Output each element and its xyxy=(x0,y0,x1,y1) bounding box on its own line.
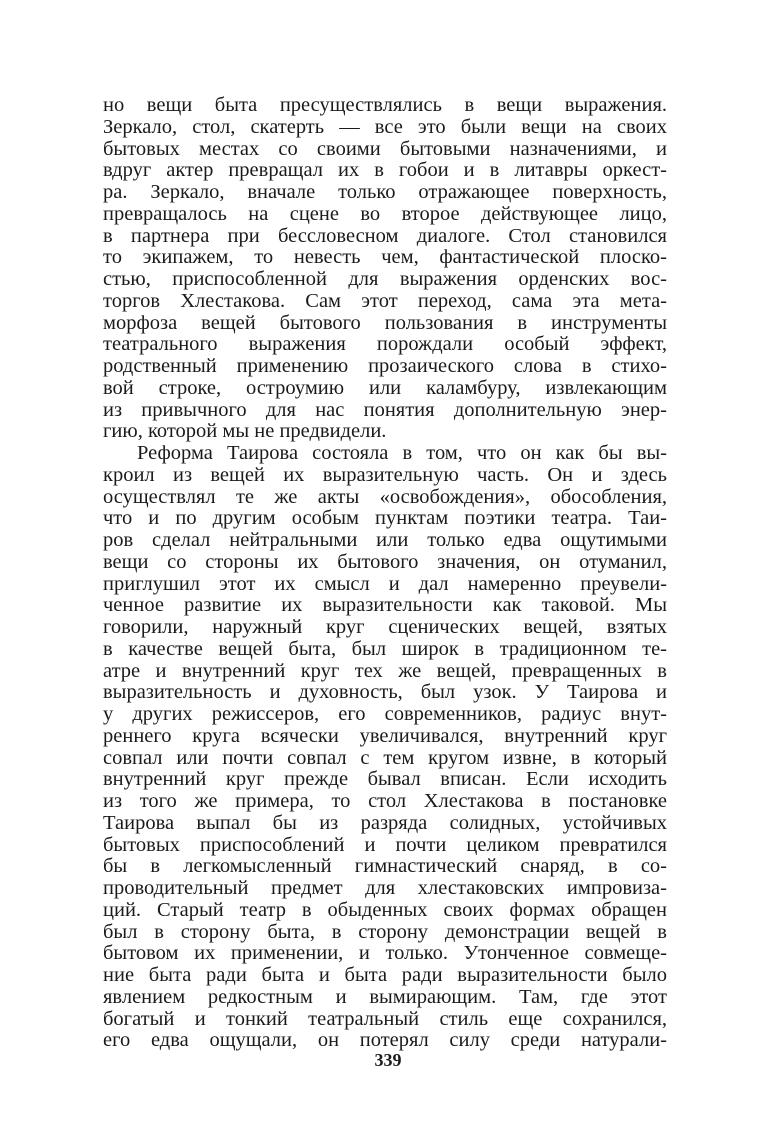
text-line: торгов Хлестакова. Сам этот переход, сама эта мета- xyxy=(103,290,667,312)
text-line: у других режиссеров, его современников, радиус внут- xyxy=(103,704,667,725)
text-line: кроил из вещей их выразительную часть. Он и здесь xyxy=(103,464,667,486)
text-line: ченное развитие их выразительности как таковой. Мы xyxy=(103,595,667,617)
text-line: морфоза вещей бытового пользования в инструменты xyxy=(103,312,667,334)
text-line: из привычного для нас понятия дополнительную энер- xyxy=(103,399,667,421)
text-line: бытовом их применении, и только. Утонченное совмеще- xyxy=(103,943,667,965)
text-line: гию, которой мы не предвидели. xyxy=(103,421,387,443)
text-line: превращалось на сцене во второе действующее лицо, xyxy=(103,203,667,225)
text-line: ций. Старый театр в обыденных своих формах обращен xyxy=(103,899,667,921)
text-line: Таирова выпал бы из разряда солидных, устойчивых xyxy=(103,812,667,834)
text-line: в качестве вещей быта, был широк в традиционном те- xyxy=(103,638,667,660)
text-line: ние быта ради быта и быта ради выразительности было xyxy=(103,965,667,986)
text-line: театрального выражения порождали особый эффект, xyxy=(103,334,667,356)
text-line: вдруг актер превращал их в гобои и в литавры оркест- xyxy=(103,160,667,182)
text-line: что и по другим особым пунктам поэтики театра. Таи- xyxy=(103,508,667,530)
text-line: ра. Зеркало, вначале только отражающее поверхность, xyxy=(103,182,667,203)
text-line: его едва ощущали, он потерял силу среди натурали- xyxy=(103,1030,667,1052)
text-line: атре и внутренний круг тех же вещей, превращенных в xyxy=(103,660,667,682)
text-line: выразительность и духовность, был узок. У Таирова и xyxy=(103,682,667,704)
text-line: бытовых приспособлений и почти целиком превратился xyxy=(103,834,667,856)
text-line: осуществлял те же акты «освобождения», обособления, xyxy=(103,486,667,508)
text-line: то экипажем, то невесть чем, фантастической плоско- xyxy=(103,247,667,269)
text-line: вещи со стороны их бытового значения, он отуманил, xyxy=(103,551,667,573)
text-line: вой строке, остроумию или каламбуру, извлекающим xyxy=(103,377,667,399)
text-line: богатый и тонкий театральный стиль еще сохранился, xyxy=(103,1008,667,1030)
text-line: родственный применению прозаического слова в стихо- xyxy=(103,356,667,377)
text-line: был в сторону быта, в сторону демонстрации вещей в xyxy=(103,921,667,943)
text-line: из того же примера, то стол Хлестакова в постановке xyxy=(103,791,667,812)
text-line: приглушил этот их смысл и дал намеренно преувели- xyxy=(103,573,667,595)
text-line: явлением редкостным и вымирающим. Там, где этот xyxy=(103,986,667,1008)
text-line: реннего круга всячески увеличивался, внутренний круг xyxy=(103,725,667,747)
body-text xyxy=(103,95,667,1052)
text-line: в партнера при бессловесном диалоге. Стол становился xyxy=(103,225,667,247)
text-line: но вещи быта пресуществлялись в вещи выражения. xyxy=(103,95,667,116)
text-line: стью, приспособленной для выражения орденских вос- xyxy=(103,269,667,290)
text-line: бытовых местах со своими бытовыми назначениями, и xyxy=(103,138,667,160)
text-line: говорили, наружный круг сценических вещей, взятых xyxy=(103,617,667,638)
page-number: 339 xyxy=(374,1050,402,1070)
text-line: бы в легкомысленный гимнастический снаряд, в со- xyxy=(103,856,667,878)
text-line: Зеркало, стол, скатерть — все это были вещи на своих xyxy=(103,116,667,138)
text-line: проводительный предмет для хлестаковских импровиза- xyxy=(103,878,667,899)
text-line: Реформа Таирова состояла в том, что он как бы вы- xyxy=(137,443,667,464)
text-line: совпал или почти совпал с тем кругом извне, в который xyxy=(103,747,667,769)
text-line: ров сделал нейтральными или только едва ощутимыми xyxy=(103,530,667,551)
text-line: внутренний круг прежде бывал вписан. Если исходить xyxy=(103,769,667,791)
